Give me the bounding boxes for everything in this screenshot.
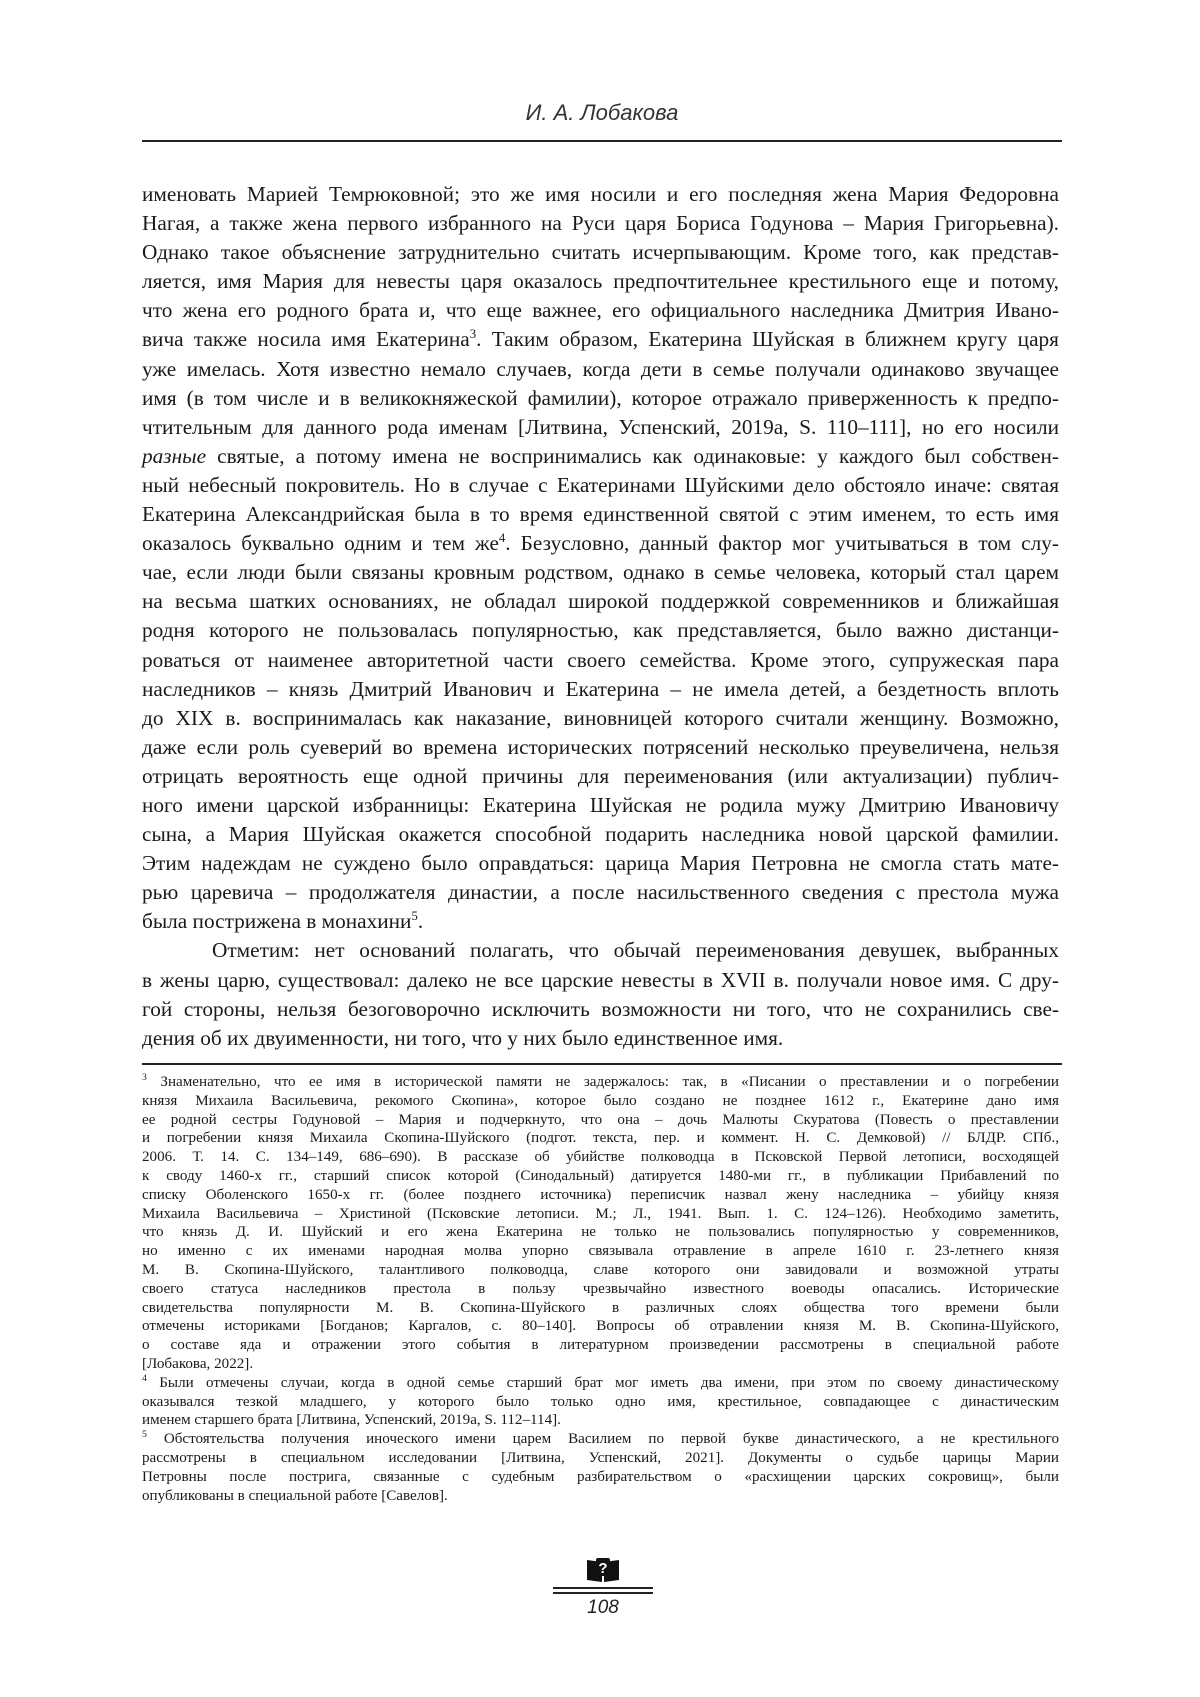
text-fragment: . Безусловно, данный фактор мог учитываться в том слу- [505,531,1059,556]
main-text [142,180,1059,1053]
footnote-line: М. В. Скопина-Шуйского, талантливого полководца, славе которого они завидовали и возможной утраты [142,1261,1059,1278]
footnote-marker-4: 4 [142,1372,147,1384]
text-line: что жена его родного брата и, что еще важнее, его официального наследника Дмитрия Ивано- [142,298,1059,323]
text-line: чае, если люди были связаны кровным родством, однако в семье человека, который стал царем [142,560,1059,585]
folio-rule-top [553,1587,653,1589]
text-line: дения об их двуименности, ни того, что у них было единственное имя. [142,1025,784,1050]
running-head: И. А. Лобакова [525,100,679,125]
text-line: на весьма шатких основаниях, не обладал широкой поддержкой современников и ближайшая [142,589,1059,614]
text-line: даже если роль суеверий во времена исторических потрясений несколько преувеличена, нельзя [142,734,1059,759]
footnote-rule [142,1063,1062,1065]
footnote-line: и погребении князя Михаила Скопина-Шуйского (подгот. текста, пер. и коммент. Н. С. Демковой) // БЛДР. СПб., [142,1130,1059,1147]
text-line: в жены царю, существовал: далеко не все царские невесты в XVII в. получали новое имя. С дру- [142,967,1059,992]
footnote-line: списку Оболенского 1650-х гг. (более позднего источника) переписчик назвал жену наследника – убийцу князя [142,1186,1059,1203]
footnote-line: о составе яда и отражении этого события в литературном произведении рассмотрены в специальной работе [142,1337,1059,1354]
footnote-line: князя Михаила Васильевича, рекомого Скопина», которое было создано не позднее 1612 г., Екатерине дано имя [142,1092,1059,1109]
footnote-line: 2006. Т. 14. С. 134–149, 686–690). В рассказе об убийстве полководца в Псковской Первой летописи, восходящей [142,1149,1059,1166]
footnote-line [142,1073,1059,1092]
text-line: сына, а Мария Шуйская окажется способной подарить наследника новой царской фамилии. [142,822,1059,847]
footnote-marker-5: 5 [142,1429,147,1441]
text-line: гой стороны, нельзя безоговорочно исключить возможности ни того, что не сохранились све- [142,996,1059,1021]
folio-rule-bottom [553,1592,653,1594]
footnote-marker-3: 3 [142,1071,147,1083]
text-line [142,442,1059,471]
footnote-line: отмечены историками [Богданов; Каргалов, с. 80–140]. Вопросы об отравлении князя М. В. Скопина-Шуйского, [142,1318,1059,1335]
footnote-line: Михаила Васильевича – Христиной (Псковские летописи. М.; Л., 1941. Вып. 1. С. 124–126). Необходимо заметить, [142,1205,1059,1222]
text-fragment: вича также носила имя Екатерина [142,327,470,352]
text-fragment: Обстоятельства получения иноческого имени царем Василием по первой букве династического, а не крестильного [146,1431,1059,1448]
text-line: до XIX в. воспринималась как наказание, виновницей которого считали женщину. Возможно, [142,705,1059,730]
footnote-line: ее родной сестры Годуновой – Мария и подчеркнуто, что она – дочь Малюты Скуратова (Повесть о преставлении [142,1111,1059,1128]
text-line [142,325,1059,354]
footnote-line: что князь Д. И. Шуйский и его жена Екатерина не только не пользовались популярностью у современников, [142,1224,1059,1241]
footnote-line [142,1430,1059,1449]
text-line: ляется, имя Мария для невесты царя оказалось предпочтительнее крестильного еще и потому, [142,269,1059,294]
footnote-line [142,1374,1059,1393]
footnotes [142,1073,1059,1505]
footnote-line: Петровны после пострига, связанные с судебным разбирательством о «расхищении царских сокровищ», были [142,1468,1059,1485]
text-fragment: святые, а потому имена не воспринимались как одинаковые: у каждого был собствен- [206,443,1059,468]
book-question-icon [585,1556,621,1584]
text-line: Этим надеждам не суждено было оправдаться: царица Мария Петровна не смогла стать мате- [142,851,1059,876]
footnote-line: к своду 1460-х гг., старший список которой (Синодальный) датируется 1480-ми гг., в публикации Прибавлений по [142,1167,1059,1184]
text-line: имя (в том числе и в великокняжеской фамилии), которое отражало приверженность к предпо- [142,385,1059,410]
footnote-line: но именно с их именами народная молва упорно связывала отравление в апреле 1610 г. 23-летнего князя [142,1243,1059,1260]
text-line [142,907,1059,936]
text-fragment: . [417,909,424,934]
text-line: Отметим: нет оснований полагать, что обычай переименования девушек, выбранных [212,938,1059,963]
text-line: рью царевича – продолжателя династии, а после насильственного сведения с престола мужа [142,880,1059,905]
footnote-line: оказывался тезкой младшего, у которого было только одно имя, крестильное, совпадающее с династическим [142,1393,1059,1410]
text-fragment: была пострижена в монахини [142,909,412,934]
text-line: родня которого не пользовалась популярностью, как представляется, было важно дистанци- [142,618,1059,643]
italic-emphasis: разные [142,443,207,468]
text-line: роваться от наименее авторитетной части своего семейства. Кроме этого, супружеская пара [142,647,1059,672]
text-fragment: оказалось буквально одним и тем же [142,531,499,556]
text-fragment: Знаменательно, что ее имя в исторической памяти не задержалось: так, в «Писании о преставлении и о погребении [146,1074,1059,1090]
text-line: ного имени царской избранницы: Екатерина Шуйская не родила мужу Дмитрию Ивановичу [142,792,1059,817]
footnote-ref-4[interactable]: 4 [498,531,506,546]
text-line: Нагая, а также жена первого избранного на Руси царя Бориса Годунова – Мария Григорьевна). [142,211,1059,236]
footnote-ref-5[interactable]: 5 [411,909,418,924]
text-line: чтительным для данного рода именам [Литвина, Успенский, 2019а, S. 110–111], но его носили [142,414,1059,439]
page-number: 108 [587,1597,619,1618]
text-fragment: . Таким образом, Екатерина Шуйская в ближнем кругу царя [476,327,1059,352]
text-line: Однако такое объяснение затруднительно считать исчерпывающим. Кроме того, как представ- [142,240,1059,265]
text-line: наследников – князь Дмитрий Иванович и Екатерина – не имела детей, а бездетность вплоть [142,676,1059,701]
footnote-line: своего статуса наследников престола в пользу чрезвычайно известного воеводы опасались. Исторические [142,1280,1059,1297]
footnote-line: именем старшего брата [Литвина, Успенский, 2019а, S. 112–114]. [142,1412,561,1429]
footnote-line: [Лобакова, 2022]. [142,1355,254,1372]
text-line: именовать Марией Темрюковной; это же имя носили и его последняя жена Мария Федоровна [142,182,1059,206]
text-line: ный небесный покровитель. Но в случае с Екатеринами Шуйскими дело обстояло иначе: святая [142,472,1059,497]
text-line [142,529,1059,558]
text-line: уже имелась. Хотя известно немало случаев, когда дети в семье получали одинаково звучащее [142,356,1059,381]
text-fragment: Были отмечены случаи, когда в одной семье старший брат мог иметь два имени, при этом по своему династическому [146,1374,1059,1391]
footnote-line: свидетельства популярности М. В. Скопина-Шуйского в различных слоях общества того времени были [142,1299,1059,1316]
text-line: отрицать вероятность еще одной причины для переименования (или актуализации) публич- [142,763,1059,788]
footnote-line: рассмотрены в специальном исследовании [Литвина, Успенский, 2021]. Документы о судьбе царицы Марии [142,1449,1059,1466]
header-rule [142,140,1062,142]
text-line: Екатерина Александрийская была в то время единственной святой с этим именем, то есть имя [142,502,1059,527]
footnote-ref-3[interactable]: 3 [469,327,477,342]
icon-glyph: ? [598,1560,608,1577]
footnote-line: опубликованы в специальной работе [Савелов]. [142,1487,448,1504]
